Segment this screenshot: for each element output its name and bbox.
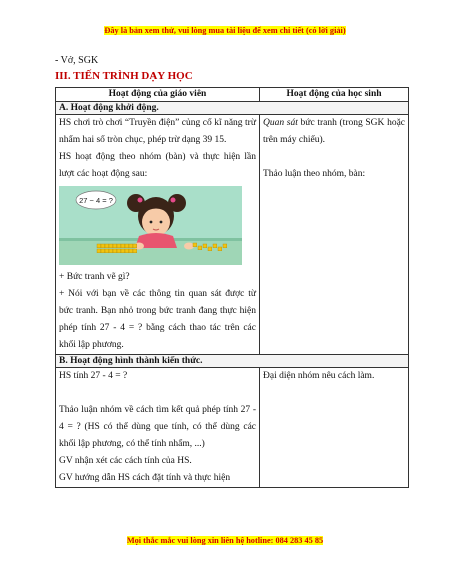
section-a-row — [56, 102, 409, 115]
header-teacher: Hoạt động của giáo viên — [56, 88, 260, 102]
a-student-emphasis: Quan sát — [263, 118, 298, 128]
a-student-p2: Thảo luận theo nhóm, bàn: — [263, 169, 366, 179]
a-teacher-p4: + Nói với bạn về các thông tin quan sát được từ bức tranh. Bạn nhỏ trong bức tranh đang thực hiện phép tính 27 - 4 = ? bằng cách thao tác trên các khối lập phương. — [59, 289, 256, 350]
table-header-row — [56, 88, 409, 102]
preview-banner: Đây là bản xem thử, vui lòng mua tài liệu để xem chi tiết (có lời giải) — [104, 26, 346, 35]
a-teacher-p3: + Bức tranh vẽ gì? — [59, 272, 130, 282]
section-heading: III. TIẾN TRÌNH DẠY HỌC — [55, 70, 193, 82]
materials-line: - Vở, SGK — [55, 55, 99, 66]
b-teacher-p3: GV nhận xét các cách tính của HS. — [59, 456, 192, 466]
b-student-p1: Đại diện nhóm nêu cách làm. — [263, 371, 375, 381]
a-student-p1 — [263, 115, 405, 149]
classroom-illustration — [59, 186, 242, 265]
header-student: Hoạt động của học sinh — [260, 88, 409, 102]
section-b-label: B. Hoạt động hình thành kiến thức. — [56, 355, 409, 368]
section-a-label: A. Hoạt động khởi động. — [56, 102, 409, 115]
section-b-content — [56, 368, 409, 488]
section-a-content — [56, 115, 409, 355]
lesson-table — [55, 87, 409, 488]
section-b-student-cell — [260, 368, 409, 488]
section-a-teacher-cell — [56, 115, 260, 355]
page-bottom-margin — [0, 520, 450, 582]
a-teacher-p1: HS chơi trò chơi “Truyền điện” củng cố kĩ năng trừ nhẩm hai số tròn chục, phép trừ dạng 39 15. — [59, 118, 256, 145]
b-teacher-p2: Thảo luận nhóm về cách tìm kết quả phép tính 27 - 4 = ? (HS có thể dùng que tính, có thể dùng các khối lập phương, có thể tính nhẩm, ...) — [59, 405, 256, 449]
a-teacher-p2: HS hoạt động theo nhóm (bàn) và thực hiện lần lượt các hoạt động sau: — [59, 152, 256, 179]
speech-bubble-text: 27 − 4 = ? — [79, 196, 113, 205]
girl-with-cubes-image — [59, 186, 242, 265]
section-b-row — [56, 355, 409, 368]
b-teacher-p4: GV hướng dẫn HS cách đặt tính và thực hiện — [59, 473, 231, 483]
b-teacher-p1: HS tính 27 - 4 = ? — [59, 371, 128, 381]
section-a-student-cell — [260, 115, 409, 355]
section-b-teacher-cell — [56, 368, 260, 488]
hotline-footer: Mọi thắc mắc vui lòng xin liên hệ hotline: 084 283 45 85 — [126, 536, 324, 545]
a-student-p1-text: bức tranh (trong SGK hoặc trên máy chiếu). — [263, 118, 405, 145]
